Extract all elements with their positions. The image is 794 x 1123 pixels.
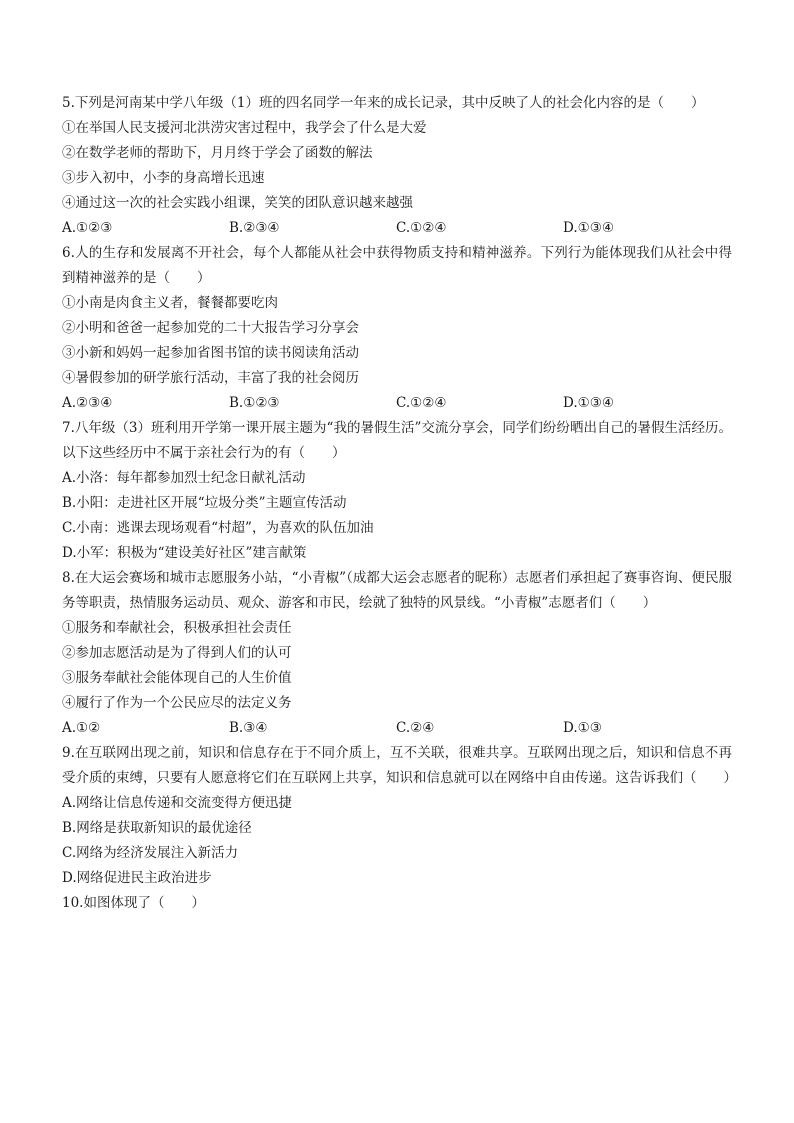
question-stem: 8.在大运会赛场和城市志愿服务小站，“小青椒”（成都大运会志愿者的昵称）志愿者们承担起了赛事咨询、便民服务等职责，热情服务运动员、观众、游客和市民，绘就了独特的风景线。“小青椒”志愿者们（ ） xyxy=(62,570,732,611)
option-b: B.③④ xyxy=(229,720,268,736)
option-d: D.①③ xyxy=(563,720,602,736)
statement-item: ②在数学老师的帮助下，月月终于学会了函数的解法 xyxy=(62,145,373,161)
option-a: A.网络让信息传递和交流变得方便迅捷 xyxy=(62,795,293,811)
question-9 xyxy=(62,741,737,891)
option-c: C.小南：逃课去现场观看“村超”，为喜欢的队伍加油 xyxy=(62,520,374,536)
question-7 xyxy=(62,416,732,566)
option-a: A.①② xyxy=(62,720,101,736)
option-a: A.①②③ xyxy=(62,220,113,236)
statement-item: ④通过这一次的社会实践小组课，笑笑的团队意识越来越强 xyxy=(62,195,413,211)
option-b: B.网络是获取新知识的最优途径 xyxy=(62,820,252,836)
question-10 xyxy=(62,891,732,916)
statement-item: ③服务奉献社会能体现自己的人生价值 xyxy=(62,670,292,686)
statement-item: ③小新和妈妈一起参加省图书馆的读书阅读角活动 xyxy=(62,345,359,361)
answer-options xyxy=(62,391,732,416)
answer-options xyxy=(62,216,732,241)
option-d: D.①③④ xyxy=(563,395,614,411)
question-stem: 10.如图体现了（ ） xyxy=(62,895,205,911)
option-c: C.①②④ xyxy=(396,395,447,411)
option-b: B.小阳：走进社区开展“垃圾分类”主题宣传活动 xyxy=(62,495,347,511)
statement-item: ②小明和爸爸一起参加党的二十大报告学习分享会 xyxy=(62,320,359,336)
option-b: B.①②③ xyxy=(229,395,280,411)
option-c: C.网络为经济发展注入新活力 xyxy=(62,845,239,861)
option-d: D.网络促进民主政治进步 xyxy=(62,870,212,886)
question-stem: 6.人的生存和发展离不开社会，每个人都能从社会中获得物质支持和精神滋养。下列行为能体现我们从社会中得到精神滋养的是（ ） xyxy=(62,245,732,286)
option-d: D.①③④ xyxy=(563,220,614,236)
answer-options xyxy=(62,716,732,741)
statement-item: ④暑假参加的研学旅行活动，丰富了我的社会阅历 xyxy=(62,370,359,386)
option-a: A.小洛：每年都参加烈士纪念日献礼活动 xyxy=(62,470,306,486)
question-5 xyxy=(62,91,732,241)
question-8 xyxy=(62,566,732,741)
statement-item: ①服务和奉献社会，积极承担社会责任 xyxy=(62,620,292,636)
statement-item: ①在举国人民支援河北洪涝灾害过程中，我学会了什么是大爱 xyxy=(62,120,427,136)
statement-item: ②参加志愿活动是为了得到人们的认可 xyxy=(62,645,292,661)
question-6 xyxy=(62,241,732,416)
statement-item: ③步入初中，小李的身高增长迅速 xyxy=(62,170,265,186)
option-c: C.①②④ xyxy=(396,220,447,236)
question-stem: 7.八年级（3）班利用开学第一课开展主题为“我的暑假生活”交流分享会，同学们纷纷晒出自己的暑假生活经历。以下这些经历中不属于亲社会行为的有（ ） xyxy=(62,420,732,461)
question-stem: 5.下列是河南某中学八年级（1）班的四名同学一年来的成长记录，其中反映了人的社会化内容的是（ ） xyxy=(62,95,705,111)
option-d: D.小军：积极为“建设美好社区”建言献策 xyxy=(62,545,307,561)
statement-item: ①小南是肉食主义者，餐餐都要吃肉 xyxy=(62,295,278,311)
question-stem: 9.在互联网出现之前，知识和信息存在于不同介质上，互不关联，很难共享。互联网出现之后，知识和信息不再受介质的束缚，只要有人愿意将它们在互联网上共享，知识和信息就可以在网络中自由传递。这告诉我们（ ） xyxy=(62,745,737,786)
option-c: C.②④ xyxy=(396,720,435,736)
option-a: A.②③④ xyxy=(62,395,113,411)
option-b: B.②③④ xyxy=(229,220,280,236)
statement-item: ④履行了作为一个公民应尽的法定义务 xyxy=(62,695,292,711)
